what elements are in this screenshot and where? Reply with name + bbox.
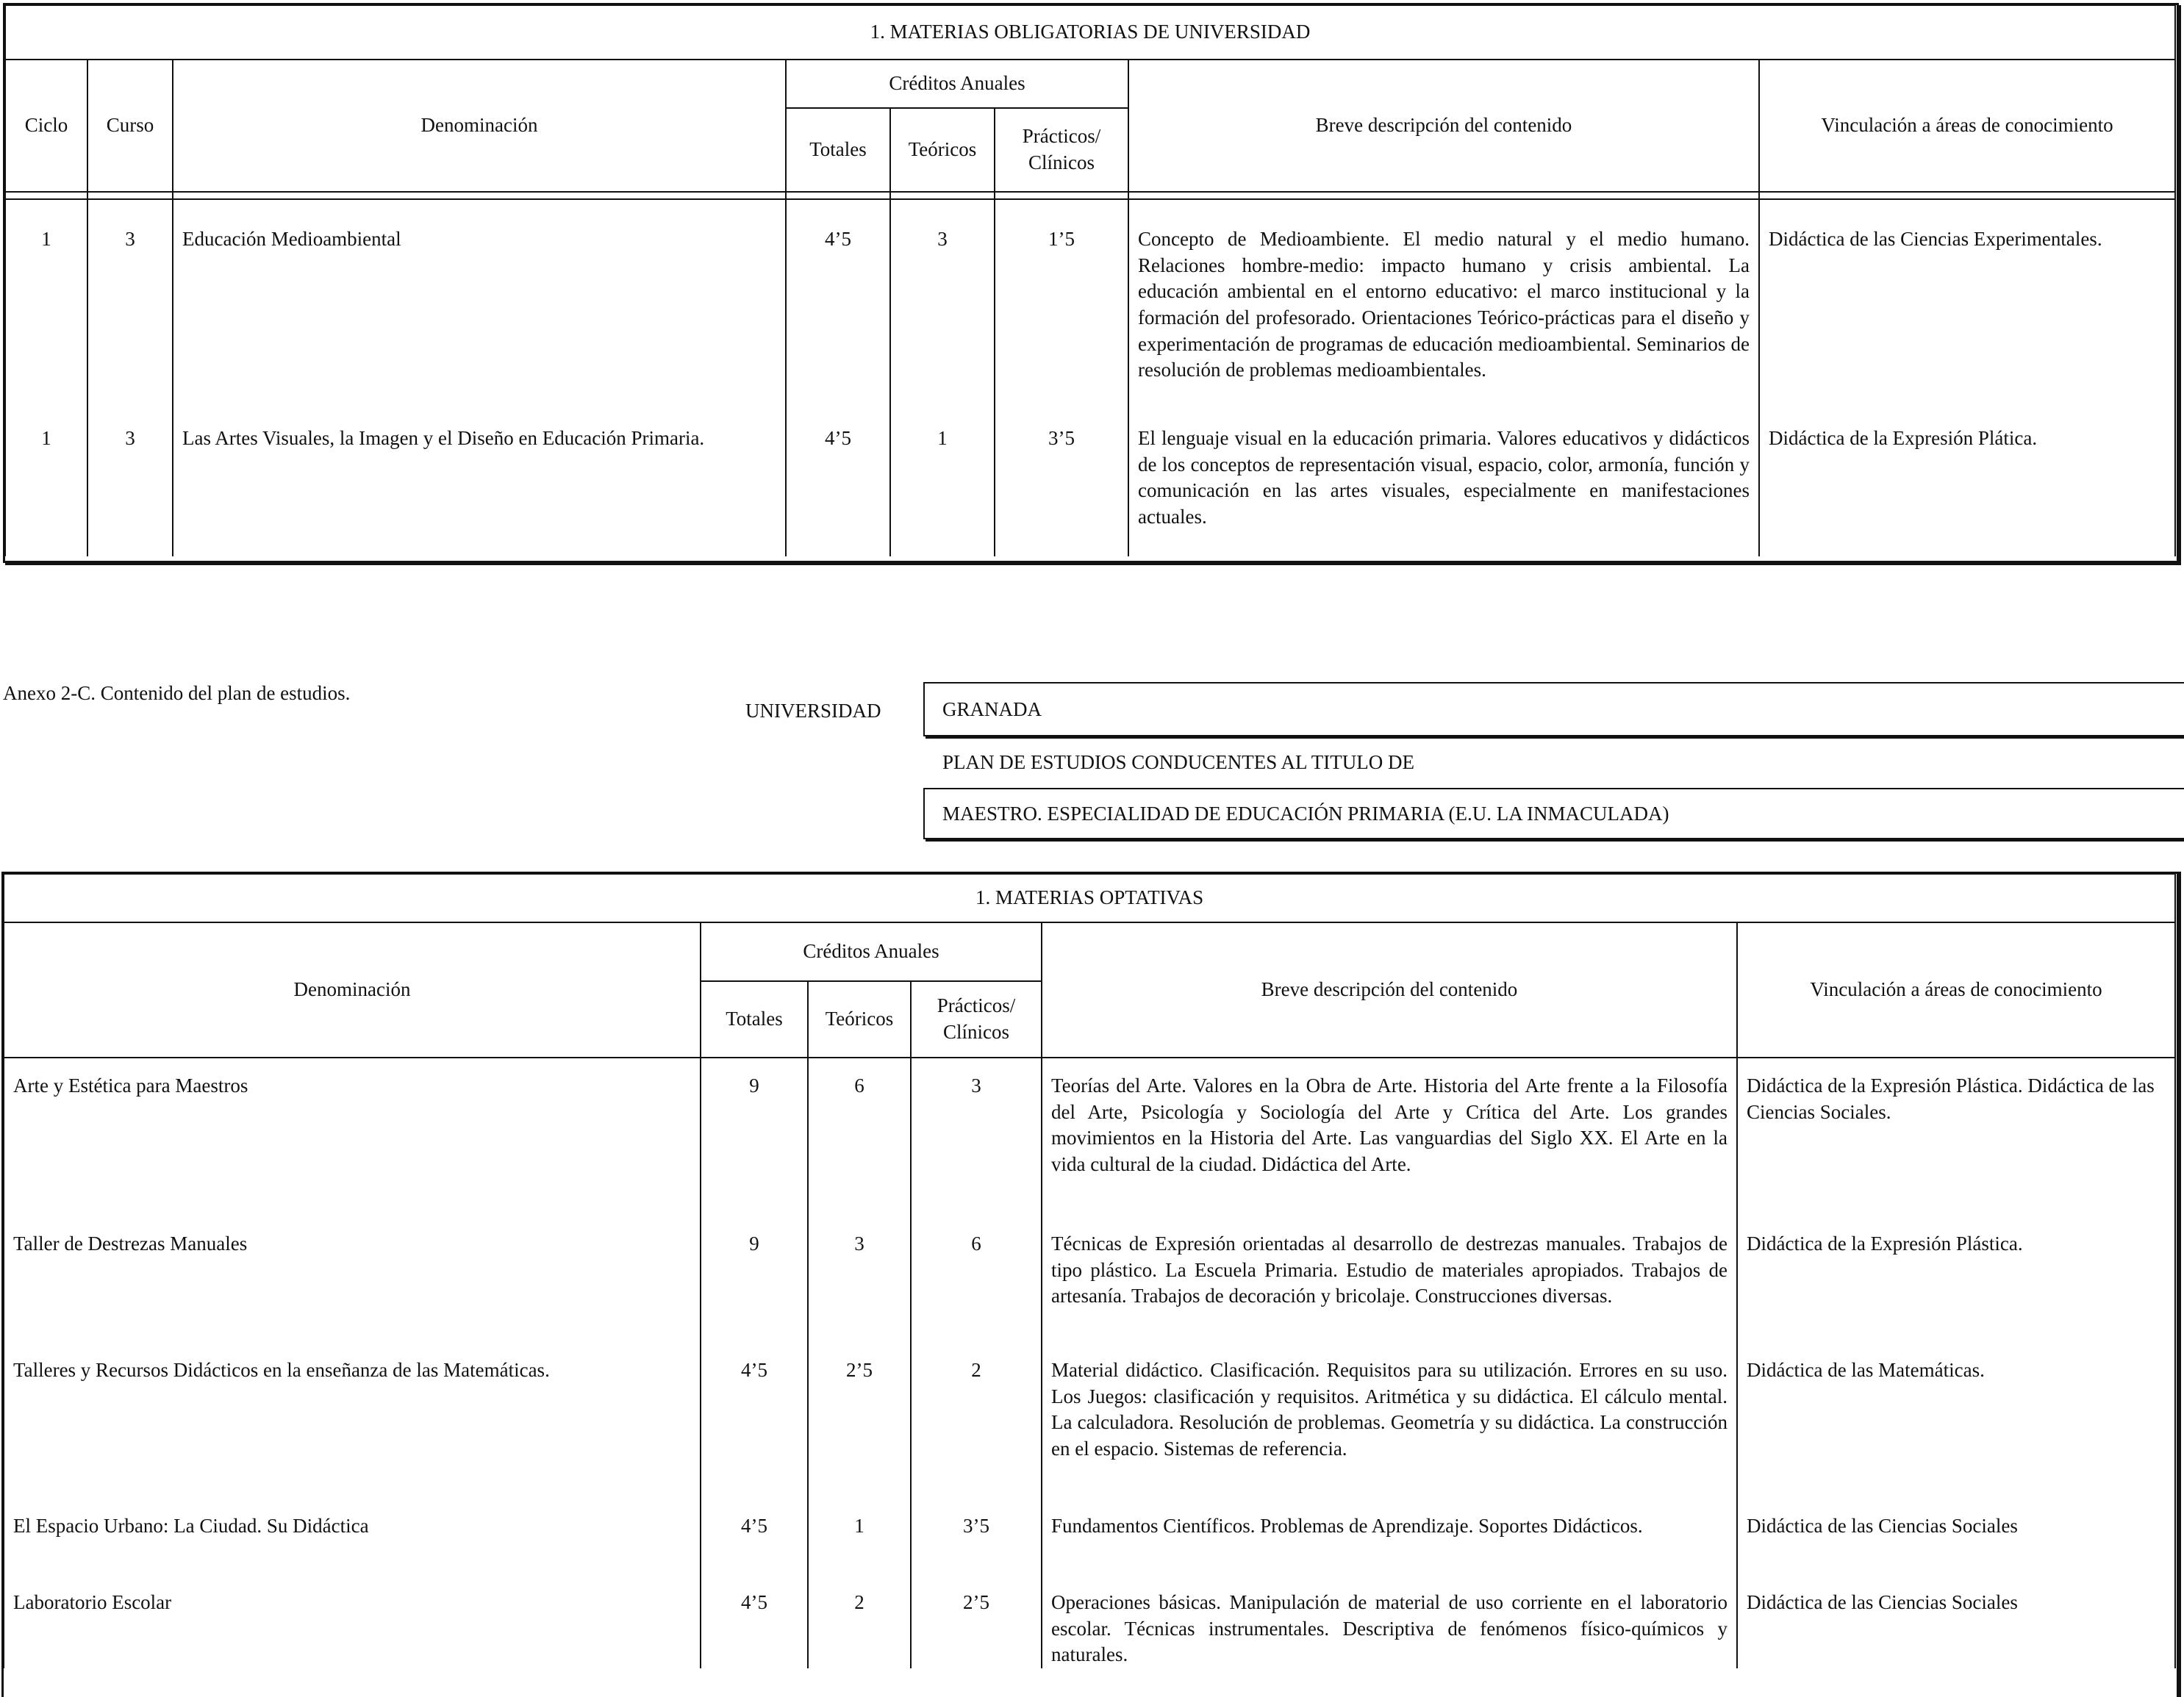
cell-descripcion: Concepto de Medioambiente. El medio natural y el medio humano. Relaciones hombre-medio: impacto humano y crisis ambiental. La educación ambiental en el entorno educativo: el marco institucional y la formación del profesorado. Orientaciones Teórico-prácticas para el diseño y experimentación de programas de educación medioambiental. Seminarios de resolución de problemas medioambientales. [1128, 199, 1759, 409]
header-curso: Curso [87, 60, 173, 192]
universidad-field [923, 682, 2184, 736]
cell-teoricos: 2’5 [808, 1343, 911, 1499]
cell-denominacion: El Espacio Urbano: La Ciudad. Su Didáctica [4, 1499, 701, 1575]
cell-descripcion: Teorías del Arte. Valores en la Obra de Arte. Historia del Arte frente a la Filosofía del Arte, Psicología y Sociología del Arte y Crítica del Arte. Los grandes movimientos en la Historia del Arte. Las vanguardias del Siglo XX. El Arte en la vida cultural de la ciudad. Didáctica del Arte. [1042, 1058, 1737, 1216]
cell-teoricos: 1 [808, 1499, 911, 1575]
table-row [4, 1343, 2175, 1499]
table-row [4, 1216, 2175, 1343]
cell-teoricos: 3 [890, 199, 995, 409]
header-teoricos: Teóricos [890, 108, 995, 192]
header-denominacion: Denominación [173, 60, 786, 192]
cell-vinculacion: Didáctica de la Expresión Plática. [1759, 409, 2175, 556]
header-denominacion: Denominación [4, 922, 701, 1058]
header-creditos: Créditos Anuales [701, 922, 1042, 981]
cell-totales: 4’5 [701, 1499, 808, 1575]
cell-teoricos: 2 [808, 1575, 911, 1668]
header-teoricos: Teóricos [808, 981, 911, 1058]
annex-label: Anexo 2-C. Contenido del plan de estudios. [3, 682, 351, 704]
cell-descripcion: Operaciones básicas. Manipulación de material de uso corriente en el laboratorio escolar. Técnicas instrumentales. Descriptiva de fenómenos físico-químicos y naturales. [1042, 1575, 1737, 1668]
header-ciclo: Ciclo [5, 60, 87, 192]
cell-denominacion: Arte y Estética para Maestros [4, 1058, 701, 1216]
table1-title: 1. MATERIAS OBLIGATORIAS DE UNIVERSIDAD [5, 5, 2175, 60]
header-practicos: Prácticos/ Clínicos [911, 981, 1042, 1058]
cell-vinculacion: Didáctica de la Expresión Plástica. [1737, 1216, 2175, 1343]
cell-vinculacion: Didáctica de las Ciencias Experimentales. [1759, 199, 2175, 409]
header-practicos: Prácticos/ Clínicos [995, 108, 1128, 192]
optativas-table [3, 873, 2176, 1668]
table-row [5, 409, 2175, 556]
header-vinculacion: Vinculación a áreas de conocimiento [1737, 922, 2175, 1058]
cell-practicos: 3 [911, 1058, 1042, 1216]
cell-practicos: 2’5 [911, 1575, 1042, 1668]
cell-descripcion: El lenguaje visual en la educación primaria. Valores educativos y didácticos de los conceptos de representación visual, espacio, color, armonía, función y comunicación en las artes visuales, especialmente en manifestaciones actuales. [1128, 409, 1759, 556]
cell-ciclo: 1 [5, 199, 87, 409]
cell-totales: 4’5 [701, 1575, 808, 1668]
header-vinculacion: Vinculación a áreas de conocimiento [1759, 60, 2175, 192]
titulo-field [923, 788, 2184, 839]
cell-descripcion: Fundamentos Científicos. Problemas de Aprendizaje. Soportes Didácticos. [1042, 1499, 1737, 1575]
cell-descripcion: Técnicas de Expresión orientadas al desarrollo de destrezas manuales. Trabajos de tipo plástico. La Escuela Primaria. Estudio de materiales apropiados. Trabajos de artesanía. Trabajos de decoración y bricolaje. Construcciones diversas. [1042, 1216, 1737, 1343]
cell-denominacion: Laboratorio Escolar [4, 1575, 701, 1668]
universidad-value: GRANADA [942, 697, 1042, 720]
header-totales: Totales [701, 981, 808, 1058]
plan-label: PLAN DE ESTUDIOS CONDUCENTES AL TITULO DE [942, 751, 1414, 773]
cell-teoricos: 3 [808, 1216, 911, 1343]
table2-title: 1. MATERIAS OPTATIVAS [4, 874, 2175, 922]
cell-denominacion: Las Artes Visuales, la Imagen y el Diseño en Educación Primaria. [173, 409, 786, 556]
cell-vinculacion: Didáctica de la Expresión Plástica. Didáctica de las Ciencias Sociales. [1737, 1058, 2175, 1216]
cell-ciclo: 1 [5, 409, 87, 556]
cell-practicos: 1’5 [995, 199, 1128, 409]
cell-denominacion: Educación Medioambiental [173, 199, 786, 409]
cell-vinculacion: Didáctica de las Ciencias Sociales [1737, 1499, 2175, 1575]
cell-teoricos: 1 [890, 409, 995, 556]
cell-practicos: 6 [911, 1216, 1042, 1343]
cell-totales: 4’5 [701, 1343, 808, 1499]
cell-denominacion: Talleres y Recursos Didácticos en la enseñanza de las Matemáticas. [4, 1343, 701, 1499]
cell-totales: 4’5 [786, 409, 890, 556]
cell-practicos: 3’5 [911, 1499, 1042, 1575]
cell-vinculacion: Didáctica de las Ciencias Sociales [1737, 1575, 2175, 1668]
header-descripcion: Breve descripción del contenido [1042, 922, 1737, 1058]
header-totales: Totales [786, 108, 890, 192]
table-row [4, 1058, 2175, 1216]
cell-curso: 3 [87, 409, 173, 556]
table-row [4, 1499, 2175, 1575]
cell-practicos: 3’5 [995, 409, 1128, 556]
cell-curso: 3 [87, 199, 173, 409]
titulo-value: MAESTRO. ESPECIALIDAD DE EDUCACIÓN PRIMARIA (E.U. LA INMACULADA) [942, 802, 1669, 825]
cell-totales: 9 [701, 1216, 808, 1343]
obligatorias-table [4, 4, 2176, 556]
cell-vinculacion: Didáctica de las Matemáticas. [1737, 1343, 2175, 1499]
cell-descripcion: Material didáctico. Clasificación. Requisitos para su utilización. Errores en su uso. Los Juegos: clasificación y requisitos. Aritmética y su didáctica. El cálculo mental. La calculadora. Resolución de problemas. Geometría y su didáctica. La construcción en el espacio. Sistemas de referencia. [1042, 1343, 1737, 1499]
table-row [4, 1575, 2175, 1668]
table-row [5, 199, 2175, 409]
universidad-label: UNIVERSIDAD [745, 700, 881, 722]
header-descripcion: Breve descripción del contenido [1128, 60, 1759, 192]
cell-totales: 9 [701, 1058, 808, 1216]
header-creditos: Créditos Anuales [786, 60, 1128, 108]
cell-denominacion: Taller de Destrezas Manuales [4, 1216, 701, 1343]
cell-totales: 4’5 [786, 199, 890, 409]
cell-teoricos: 6 [808, 1058, 911, 1216]
cell-practicos: 2 [911, 1343, 1042, 1499]
